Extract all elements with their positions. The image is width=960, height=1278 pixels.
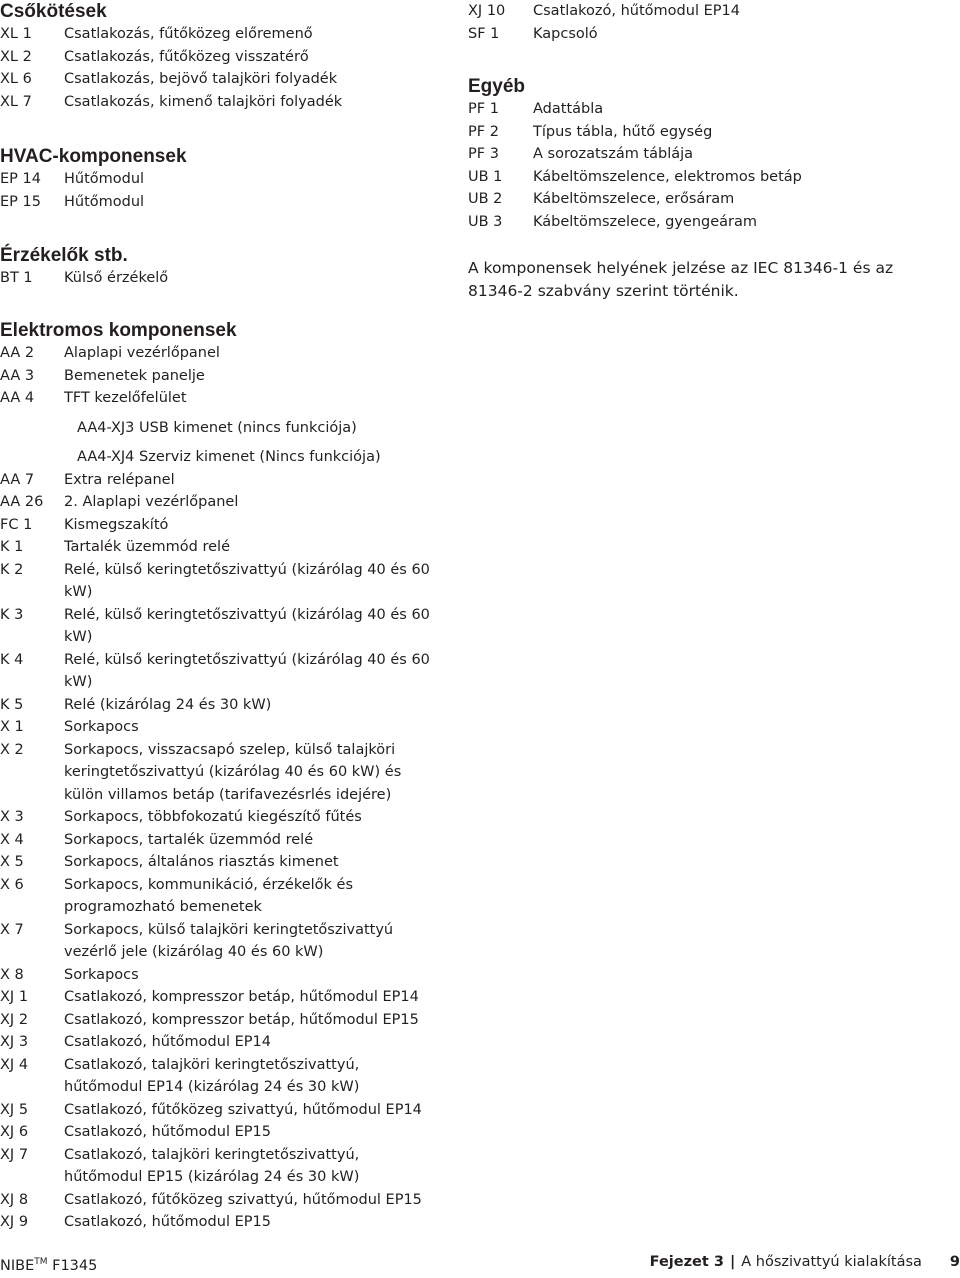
item-code: K 1 [0, 539, 24, 555]
item-desc: Csatlakozó, kompresszor betáp, hűtőmodul EP15 [64, 1011, 419, 1028]
item-code: X 4 [0, 831, 24, 848]
item-code: XJ 1 [0, 989, 29, 1005]
item-code: K 2 [0, 561, 24, 578]
item-desc: Sorkapocs, többfokozatú kiegészítő fűtés [64, 809, 362, 825]
footer-brand [0, 1250, 97, 1278]
item-desc: Sorkapocs, külső talajköri keringtetőszivattyú vezérlő jele (kizárólag 40 és 60 kW) [64, 921, 394, 960]
list-item [0, 46, 440, 69]
item-desc: Csatlakozás, fűtőközeg visszatérő [64, 48, 309, 65]
list-item [0, 874, 440, 919]
list-item [0, 739, 440, 807]
item-code: EP 14 [0, 171, 41, 187]
page-number: 9 [949, 1254, 960, 1270]
list-item [0, 168, 440, 191]
list-item [0, 1099, 440, 1122]
list-item [0, 559, 440, 604]
item-code: SF 1 [468, 25, 500, 42]
item-code: X 5 [0, 854, 24, 870]
list-item [468, 23, 948, 46]
item-code: XJ 4 [0, 1056, 29, 1073]
item-desc: Sorkapocs, általános riasztás kimenet [64, 854, 339, 870]
item-desc: Külső érzékelő [64, 270, 169, 286]
item-code: X 1 [0, 719, 24, 735]
item-code: XJ 2 [0, 1011, 29, 1028]
item-code: X 6 [0, 876, 24, 893]
section-heading: Érzékelők stb. [0, 245, 128, 266]
list-item [0, 365, 440, 388]
list-item [0, 986, 440, 1009]
item-desc: Kábeltömszelece, erősáram [533, 191, 735, 207]
brand-name: NIBE [0, 1257, 35, 1274]
item-desc: Kábeltömszelece, gyengeáram [533, 213, 757, 230]
item-desc: TFT kezelőfelület [64, 390, 187, 406]
section-heading: Egyéb [468, 76, 526, 97]
item-code: XJ 3 [0, 1034, 29, 1050]
item-desc: A sorozatszám táblája [533, 146, 694, 162]
item-code [0, 446, 77, 469]
list-item [0, 469, 440, 492]
list-item [0, 1009, 440, 1032]
rows [0, 23, 440, 113]
item-code: XJ 10 [468, 3, 506, 19]
list-item [0, 649, 440, 694]
chapter-label: Fejezet 3 [649, 1254, 724, 1270]
item-desc: Hűtőmodul [64, 193, 145, 210]
list-item [0, 1144, 440, 1189]
item-desc: Relé, külső keringtetőszivattyú (kizárólag 40 és 60 kW) [64, 561, 430, 600]
section-heading: Csőkötések [0, 1, 107, 22]
item-desc: Csatlakozó, kompresszor betáp, hűtőmodul EP14 [64, 989, 419, 1005]
item-desc: Csatlakozó, fűtőközeg szivattyú, hűtőmodul EP14 [64, 1101, 422, 1118]
item-code: FC 1 [0, 516, 33, 533]
list-item [468, 188, 948, 211]
section-heading: Elektromos komponensek [0, 320, 237, 341]
list-item [0, 964, 440, 987]
item-desc: Csatlakozó, hűtőmodul EP14 [64, 1034, 271, 1050]
item-desc: Típus tábla, hűtő egység [533, 123, 713, 140]
item-code: X 8 [0, 966, 24, 983]
top-rows [468, 0, 948, 45]
item-code [0, 417, 77, 440]
section-hvac [0, 145, 440, 213]
list-item [0, 604, 440, 649]
item-code: AA 2 [0, 345, 35, 361]
item-desc: Sorkapocs [64, 966, 139, 983]
item-desc: Extra relépanel [64, 471, 175, 488]
list-item [0, 191, 440, 214]
item-code: K 5 [0, 696, 24, 713]
page-footer [0, 1250, 960, 1274]
item-code: EP 15 [0, 193, 41, 210]
list-item [0, 342, 440, 365]
list-item [0, 1211, 440, 1234]
item-desc: Csatlakozás, fűtőközeg előremenő [64, 26, 313, 42]
trademark-mark: TM [34, 1257, 48, 1267]
list-item [0, 829, 440, 852]
list-item [468, 143, 948, 166]
item-desc: Csatlakozó, talajköri keringtetőszivattyú, hűtőmodul EP15 (kizárólag 24 és 30 kW) [64, 1146, 360, 1185]
list-item [0, 1054, 440, 1099]
item-desc: Hűtőmodul [64, 171, 145, 187]
section-heading: HVAC-komponensek [0, 146, 187, 167]
item-desc: Relé, külső keringtetőszivattyú (kizárólag 40 és 60 kW) [64, 606, 430, 645]
chapter-title: A hőszivattyú kialakítása [741, 1254, 922, 1270]
item-desc: AA4-XJ3 USB kimenet (nincs funkciója) [77, 419, 357, 436]
chapter-separator: | [729, 1254, 736, 1270]
list-item [0, 694, 440, 717]
item-code: XJ 9 [0, 1214, 29, 1230]
footer-chapter [650, 1250, 960, 1274]
item-desc: Sorkapocs, kommunikáció, érzékelők és programozható bemenetek [64, 876, 354, 915]
model-name: F1345 [52, 1257, 98, 1274]
list-item [0, 1121, 440, 1144]
list-item-indented [0, 446, 440, 469]
item-desc: Bemenetek panelje [64, 367, 205, 384]
section-sensors [0, 244, 440, 290]
item-desc: Csatlakozó, fűtőközeg szivattyú, hűtőmodul EP15 [64, 1191, 422, 1208]
item-code: UB 3 [468, 213, 503, 230]
standards-note: A komponensek helyének jelzése az IEC 81346-1 és az 81346-2 szabvány szerint történik. [468, 259, 894, 300]
list-item [0, 716, 440, 739]
item-code: AA 7 [0, 471, 35, 488]
item-desc: Relé, külső keringtetőszivattyú (kizárólag 40 és 60 kW) [64, 651, 430, 690]
item-code: XJ 5 [0, 1101, 29, 1118]
item-code: XL 2 [0, 48, 32, 65]
item-desc: Adattábla [533, 101, 604, 117]
item-desc: Csatlakozó, hűtőmodul EP15 [64, 1214, 271, 1230]
item-code: PF 3 [468, 146, 499, 162]
section-pipe-connections [0, 0, 440, 113]
item-desc: Csatlakozás, kimenő talajköri folyadék [64, 93, 343, 110]
item-desc: Alaplapi vezérlőpanel [64, 345, 220, 361]
item-code: AA 4 [0, 390, 35, 406]
item-code: UB 1 [468, 168, 503, 185]
item-code: X 3 [0, 809, 24, 825]
item-desc: Csatlakozó, talajköri keringtetőszivattyú, hűtőmodul EP14 (kizárólag 24 és 30 kW) [64, 1056, 360, 1095]
list-item [0, 23, 440, 46]
item-code: AA 26 [0, 494, 44, 510]
item-desc: Relé (kizárólag 24 és 30 kW) [64, 696, 272, 713]
item-desc: AA4-XJ4 Szerviz kimenet (Nincs funkciója) [77, 449, 381, 465]
item-code: AA 3 [0, 367, 35, 384]
item-code: UB 2 [468, 191, 503, 207]
item-code: XJ 7 [0, 1146, 29, 1163]
section-other [468, 75, 948, 233]
list-item [0, 806, 440, 829]
list-item [0, 536, 440, 559]
item-code: XL 1 [0, 26, 32, 42]
item-desc: 2. Alaplapi vezérlőpanel [64, 494, 239, 510]
item-desc: Sorkapocs [64, 719, 139, 735]
item-desc: Sorkapocs, visszacsapó szelep, külső talajköri keringtetőszivattyú (kizárólag 40 és 60 kW) és külön villamos betáp (tarifavezésrlés idejére) [64, 741, 402, 803]
item-desc: Csatlakozó, hűtőmodul EP14 [533, 3, 740, 19]
list-item [0, 91, 440, 114]
list-item [0, 491, 440, 514]
item-code: BT 1 [0, 270, 33, 286]
list-item [0, 919, 440, 964]
list-item [468, 121, 948, 144]
item-desc: Kismegszakító [64, 516, 169, 533]
section-electrical [0, 319, 440, 1234]
list-item-indented [0, 417, 440, 440]
list-item [0, 1189, 440, 1212]
item-desc: Kapcsoló [533, 25, 598, 42]
item-desc: Csatlakozás, bejövő talajköri folyadék [64, 71, 338, 87]
item-desc: Kábeltömszelence, elektromos betáp [533, 168, 802, 185]
item-code: XJ 6 [0, 1124, 29, 1140]
list-item [468, 0, 948, 23]
list-item [468, 98, 948, 121]
list-item [0, 387, 440, 410]
list-item [468, 166, 948, 189]
item-code: X 2 [0, 741, 24, 758]
item-code: PF 2 [468, 123, 499, 140]
item-code: K 3 [0, 606, 24, 623]
item-desc: Csatlakozó, hűtőmodul EP15 [64, 1124, 271, 1140]
item-code: PF 1 [468, 101, 499, 117]
list-item [0, 851, 440, 874]
list-item [0, 514, 440, 537]
item-desc: Tartalék üzemmód relé [64, 539, 230, 555]
list-item [0, 68, 440, 91]
item-desc: Sorkapocs, tartalék üzemmód relé [64, 831, 314, 848]
item-code: XL 6 [0, 71, 32, 87]
list-item [0, 267, 440, 290]
item-code: XJ 8 [0, 1191, 29, 1208]
item-code: X 7 [0, 921, 24, 938]
list-item [0, 1031, 440, 1054]
item-code: K 4 [0, 651, 24, 668]
item-code: XL 7 [0, 93, 32, 110]
list-item [468, 211, 948, 234]
